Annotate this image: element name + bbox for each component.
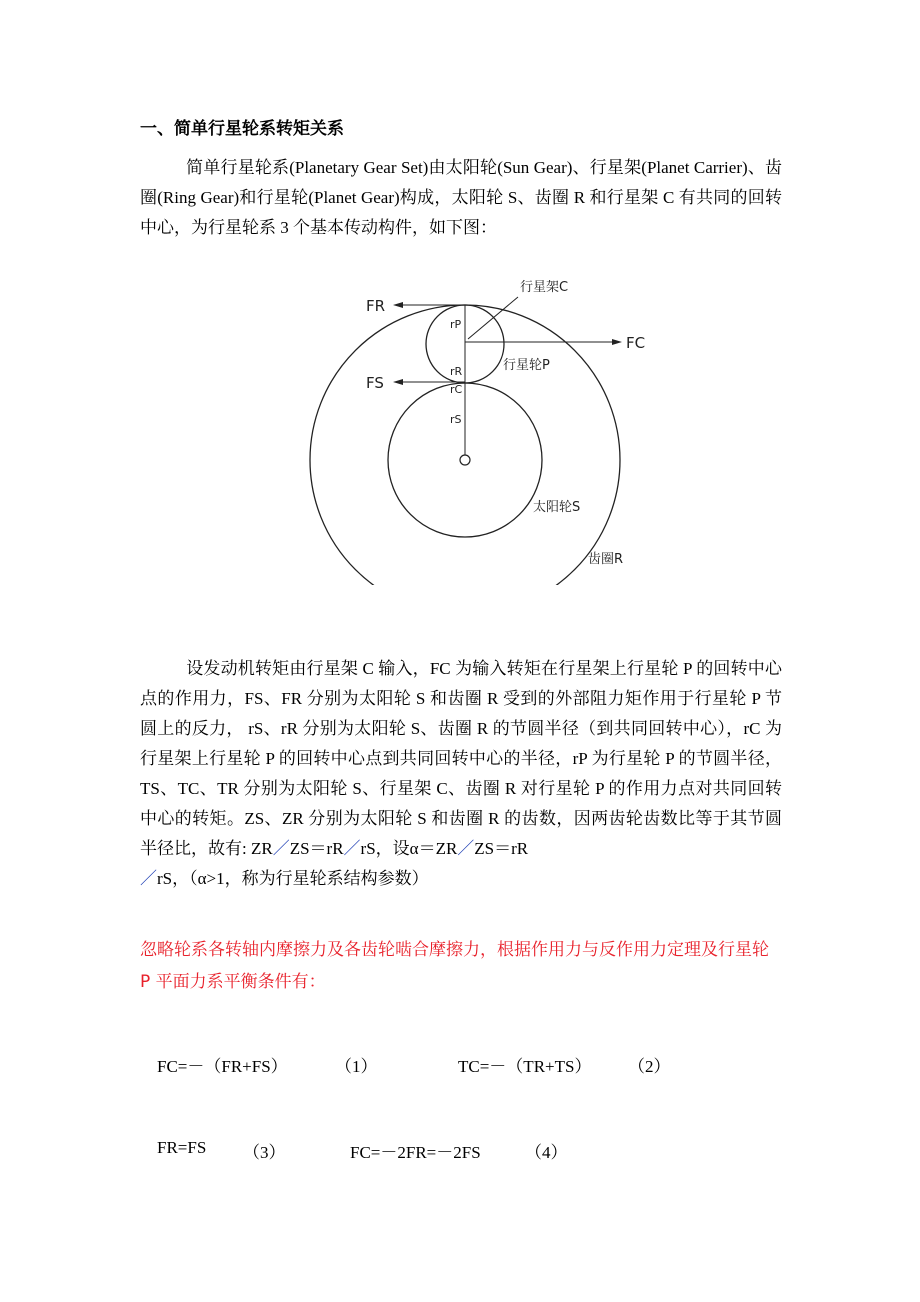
slash-symbol: ／ bbox=[140, 869, 157, 888]
equation-2-number: （2） bbox=[628, 1057, 671, 1076]
force-fc-label: FC bbox=[626, 334, 646, 352]
description-text-5: rS，（α>1，称为行星轮系结构参数） bbox=[157, 869, 429, 888]
equation-4: FC=－2FR=－2FS bbox=[350, 1143, 481, 1162]
condition-paragraph: 忽略轮系各转轴内摩擦力及各齿轮啮合摩擦力，根据作用力与反作用力定理及行星轮 P 平面力系平衡条件有： bbox=[140, 940, 769, 992]
description-paragraph bbox=[140, 654, 782, 894]
planet-label: 行星轮P bbox=[503, 358, 550, 373]
sun-label: 太阳轮S bbox=[533, 500, 581, 515]
description-text-3: rS，设α＝ZR bbox=[360, 839, 458, 858]
planetary-gear-diagram bbox=[300, 265, 660, 585]
equation-3-number: （3） bbox=[243, 1143, 286, 1162]
slash-symbol: ／ bbox=[343, 839, 361, 858]
equation-3: FR=FS bbox=[157, 1138, 207, 1157]
equation-2: TC=－（TR+TS） bbox=[458, 1057, 592, 1076]
section-heading: 一、简单行星轮系转矩关系 bbox=[140, 119, 344, 139]
ring-label: 齿圈R bbox=[588, 552, 624, 567]
radius-rr-label: rR bbox=[450, 365, 463, 378]
description-text-1: 设发动机转矩由行星架 C 输入，FC 为输入转矩在行星架上行星轮 P 的回转中心点的作用力，FS、FR 分别为太阳轮 S 和齿圈 R 受到的外部阻力矩作用于行星轮 P 节圆上的反力， rS、rR 分别为太阳轮 S、齿圈 R 的节圆半径（到共同回转中心），rC 为行星架上行星轮 P 的回转中心点到共同回转中心的半径，rP 为行星轮 P 的节圆半径，TS、TC、TR 分别为太阳轮 S、行星架 C、齿圈 R 对行星轮 P 的作用力点对共同回转中心的转矩。ZS、ZR 分别为太阳轮 S 和齿圈 R 的齿数，因两齿轮齿数比等于其节圆半径比，故有: ZR bbox=[140, 659, 782, 858]
radius-rs-label: rS bbox=[450, 413, 462, 426]
carrier-leader bbox=[468, 297, 518, 339]
center-point bbox=[460, 455, 470, 465]
radius-rc-label: rC bbox=[450, 383, 463, 396]
description-text-2: ZS＝rR bbox=[289, 839, 344, 858]
intro-text: 简单行星轮系(Planetary Gear Set)由太阳轮(Sun Gear)、行星架(Planet Carrier)、齿圈(Ring Gear)和行星轮(Planet Gear)构成，太阳轮 S、齿圈 R 和行星架 C 有共同的回转中心，为行星轮系 3 个基本传动构件，如下图： bbox=[140, 158, 782, 237]
carrier-label: 行星架C bbox=[520, 280, 569, 295]
equation-1-number: （1） bbox=[335, 1057, 378, 1076]
description-text-4: ZS＝rR bbox=[474, 839, 529, 858]
slash-symbol: ／ bbox=[457, 839, 475, 858]
force-fr-label: FR bbox=[366, 297, 386, 315]
intro-paragraph bbox=[140, 153, 782, 243]
slash-symbol: ／ bbox=[272, 839, 290, 858]
equation-4-number: （4） bbox=[525, 1143, 568, 1162]
equation-1: FC=－（FR+FS） bbox=[157, 1057, 288, 1076]
force-fs-label: FS bbox=[366, 374, 384, 392]
radius-rp-label: rP bbox=[450, 318, 462, 331]
